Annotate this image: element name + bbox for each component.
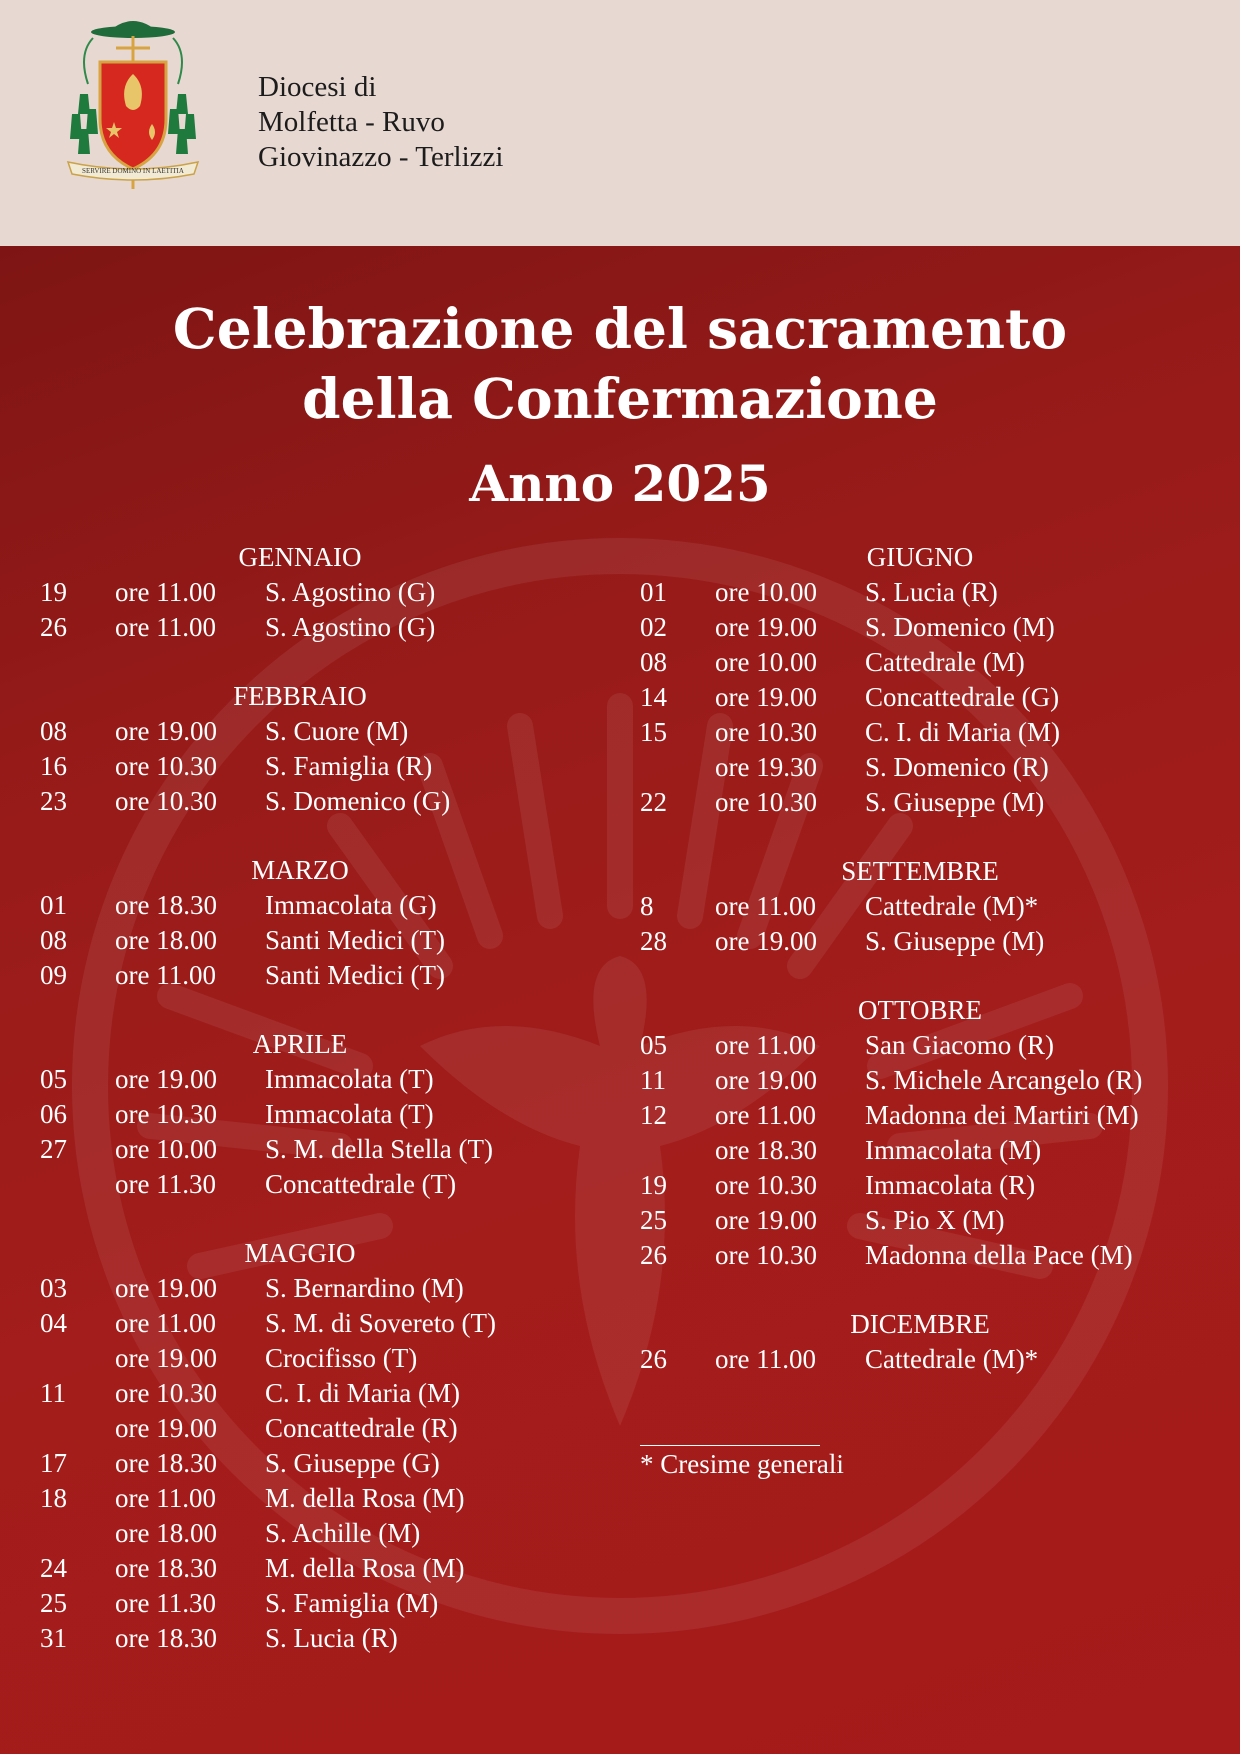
- diocese-line-1: Diocesi di: [258, 71, 377, 103]
- row-day: 04: [40, 1308, 67, 1338]
- row-place: S. Giuseppe (M): [865, 926, 1045, 956]
- schedule-row: [640, 1342, 1240, 1377]
- schedule-column-left: [40, 540, 600, 1656]
- month-block: [640, 540, 1240, 820]
- row-day: 19: [640, 1170, 667, 1200]
- row-place: S. Cuore (M): [265, 716, 409, 746]
- row-place: S. Domenico (M): [865, 612, 1055, 642]
- row-day: 16: [40, 751, 67, 781]
- row-day: 01: [40, 890, 67, 920]
- month-block: [640, 1307, 1240, 1377]
- row-time: ore 19.00: [115, 1064, 217, 1094]
- row-day: 25: [40, 1588, 67, 1618]
- schedule-row: [40, 888, 600, 923]
- row-place: S. Agostino (G): [265, 577, 436, 607]
- schedule-row: [640, 645, 1240, 680]
- row-time: ore 18.00: [115, 925, 217, 955]
- row-day: 08: [640, 647, 667, 677]
- row-place: Madonna della Pace (M): [865, 1240, 1133, 1270]
- schedule-column-right: [640, 540, 1240, 1482]
- footnote: * Cresime generali: [640, 1449, 844, 1479]
- schedule-row: [40, 749, 600, 784]
- schedule-row: [40, 1516, 600, 1551]
- diocese-name: [258, 70, 503, 175]
- row-time: ore 19.00: [115, 1343, 217, 1373]
- row-time: ore 18.00: [115, 1518, 217, 1548]
- row-place: Concattedrale (G): [865, 682, 1060, 712]
- row-time: ore 11.30: [115, 1169, 216, 1199]
- title-line-2: della Confermazione: [302, 366, 938, 431]
- schedule-row: [640, 575, 1240, 610]
- row-time: ore 19.00: [115, 716, 217, 746]
- month-heading: SETTEMBRE: [841, 856, 999, 886]
- row-place: S. Lucia (R): [265, 1623, 398, 1653]
- schedule-row: [40, 958, 600, 993]
- row-time: ore 10.30: [115, 1378, 217, 1408]
- schedule-row: [640, 1098, 1240, 1133]
- row-time: ore 10.30: [115, 751, 217, 781]
- header: [0, 0, 1240, 246]
- schedule-row: [40, 1097, 600, 1132]
- month-heading: FEBBRAIO: [233, 681, 367, 711]
- row-day: 23: [40, 786, 67, 816]
- row-place: S. Pio X (M): [865, 1205, 1005, 1235]
- row-day: 24: [40, 1553, 67, 1583]
- row-place: Immacolata (G): [265, 890, 437, 920]
- month-block: [40, 853, 600, 993]
- row-time: ore 18.30: [115, 1623, 217, 1653]
- row-time: ore 10.30: [715, 787, 817, 817]
- schedule-row: [640, 1063, 1240, 1098]
- schedule-row: [40, 714, 600, 749]
- row-place: Santi Medici (T): [265, 960, 445, 990]
- row-place: S. Giuseppe (G): [265, 1448, 440, 1478]
- row-time: ore 10.30: [115, 786, 217, 816]
- schedule-row: [640, 1238, 1240, 1273]
- row-day: 31: [40, 1623, 67, 1653]
- row-place: C. I. di Maria (M): [265, 1378, 460, 1408]
- row-time: ore 11.00: [715, 1344, 816, 1374]
- schedule-row: [40, 923, 600, 958]
- row-time: ore 10.30: [715, 717, 817, 747]
- row-day: 18: [40, 1483, 67, 1513]
- schedule-row: [40, 1167, 600, 1202]
- month-heading: MARZO: [251, 855, 349, 885]
- schedule-row: [40, 1376, 600, 1411]
- schedule-row: [40, 1271, 600, 1306]
- schedule-row: [40, 1341, 600, 1376]
- row-time: ore 18.30: [115, 1553, 217, 1583]
- schedule-row: [640, 924, 1240, 959]
- schedule-row: [40, 1062, 600, 1097]
- row-place: M. della Rosa (M): [265, 1553, 465, 1583]
- schedule-row: [40, 1306, 600, 1341]
- row-time: ore 19.00: [115, 1413, 217, 1443]
- row-day: 22: [640, 787, 667, 817]
- month-block: [640, 993, 1240, 1273]
- diocese-line-3: Giovinazzo - Terlizzi: [258, 141, 504, 173]
- row-place: Crocifisso (T): [265, 1343, 418, 1373]
- month-heading: GENNAIO: [238, 542, 362, 572]
- row-time: ore 19.30: [715, 752, 817, 782]
- row-place: S. Domenico (R): [865, 752, 1049, 782]
- row-place: S. Famiglia (M): [265, 1588, 439, 1618]
- row-day: 06: [40, 1099, 67, 1129]
- diocese-crest-icon: [58, 14, 208, 204]
- row-place: Madonna dei Martiri (M): [865, 1100, 1139, 1130]
- row-day: 26: [640, 1240, 667, 1270]
- main-panel: [0, 246, 1240, 1754]
- schedule-row: [40, 1551, 600, 1586]
- row-day: 19: [40, 577, 67, 607]
- footnote-rule: [640, 1411, 820, 1446]
- row-place: Concattedrale (T): [265, 1169, 457, 1199]
- row-place: S. Bernardino (M): [265, 1273, 464, 1303]
- row-place: S. Famiglia (R): [265, 751, 433, 781]
- row-time: ore 11.00: [115, 960, 216, 990]
- row-day: 12: [640, 1100, 667, 1130]
- row-time: ore 10.30: [715, 1240, 817, 1270]
- row-place: Cattedrale (M)*: [865, 891, 1039, 921]
- schedule-row: [40, 1446, 600, 1481]
- row-place: S. Domenico (G): [265, 786, 451, 816]
- row-time: ore 18.30: [715, 1135, 817, 1165]
- row-place: Immacolata (T): [265, 1099, 434, 1129]
- schedule-row: [640, 1203, 1240, 1238]
- row-day: 28: [640, 926, 667, 956]
- row-day: 11: [40, 1378, 66, 1408]
- row-place: Immacolata (T): [265, 1064, 434, 1094]
- row-day: 01: [640, 577, 667, 607]
- row-day: 03: [40, 1273, 67, 1303]
- schedule-row: [640, 750, 1240, 785]
- month-heading: GIUGNO: [866, 542, 974, 572]
- month-heading: DICEMBRE: [850, 1309, 990, 1339]
- row-place: Immacolata (R): [865, 1170, 1036, 1200]
- schedule-row: [40, 784, 600, 819]
- title-line-1: Celebrazione del sacramento: [172, 296, 1068, 361]
- month-block: [40, 679, 600, 819]
- row-day: 26: [640, 1344, 667, 1374]
- row-time: ore 11.30: [115, 1588, 216, 1618]
- row-time: ore 19.00: [115, 1273, 217, 1303]
- schedule-row: [40, 610, 600, 645]
- row-time: ore 10.30: [115, 1099, 217, 1129]
- row-day: 15: [640, 717, 667, 747]
- row-day: 8: [640, 891, 654, 921]
- row-day: 02: [640, 612, 667, 642]
- row-place: San Giacomo (R): [865, 1030, 1054, 1060]
- row-time: ore 19.00: [715, 1205, 817, 1235]
- schedule-row: [40, 575, 600, 610]
- row-place: Cattedrale (M): [865, 647, 1025, 677]
- row-time: ore 10.00: [715, 647, 817, 677]
- row-time: ore 10.00: [715, 577, 817, 607]
- row-time: ore 18.30: [115, 1448, 217, 1478]
- schedule-row: [40, 1411, 600, 1446]
- row-day: 25: [640, 1205, 667, 1235]
- row-day: 08: [40, 925, 67, 955]
- row-time: ore 19.00: [715, 682, 817, 712]
- row-time: ore 19.00: [715, 612, 817, 642]
- year-heading: Anno 2025: [469, 454, 771, 513]
- schedule-row: [640, 1168, 1240, 1203]
- row-time: ore 19.00: [715, 1065, 817, 1095]
- schedule-row: [40, 1621, 600, 1656]
- month-block: [40, 1236, 600, 1656]
- row-place: Concattedrale (R): [265, 1413, 458, 1443]
- month-heading: OTTOBRE: [857, 995, 982, 1025]
- row-time: ore 11.00: [715, 1100, 816, 1130]
- schedule-row: [640, 889, 1240, 924]
- row-place: S. Lucia (R): [865, 577, 998, 607]
- row-day: 14: [640, 682, 667, 712]
- row-time: ore 11.00: [715, 891, 816, 921]
- month-heading: APRILE: [252, 1029, 348, 1059]
- row-place: S. Achille (M): [265, 1518, 421, 1548]
- row-time: ore 11.00: [715, 1030, 816, 1060]
- schedule-row: [40, 1586, 600, 1621]
- row-time: ore 10.30: [715, 1170, 817, 1200]
- schedule-row: [640, 715, 1240, 750]
- row-place: C. I. di Maria (M): [865, 717, 1060, 747]
- row-time: ore 11.00: [115, 1308, 216, 1338]
- row-place: Cattedrale (M)*: [865, 1344, 1039, 1374]
- row-day: 09: [40, 960, 67, 990]
- row-day: 05: [40, 1064, 67, 1094]
- month-block: [40, 1027, 600, 1202]
- diocese-line-2: Molfetta - Ruvo: [258, 106, 445, 138]
- row-time: ore 11.00: [115, 1483, 216, 1513]
- row-place: Immacolata (M): [865, 1135, 1042, 1165]
- row-day: 05: [640, 1030, 667, 1060]
- row-day: 08: [40, 716, 67, 746]
- schedule-row: [640, 1133, 1240, 1168]
- schedule-row: [640, 680, 1240, 715]
- row-day: 27: [40, 1134, 67, 1164]
- row-time: ore 18.30: [115, 890, 217, 920]
- month-block: [40, 540, 600, 645]
- row-day: 11: [640, 1065, 666, 1095]
- row-place: S. M. di Sovereto (T): [265, 1308, 496, 1338]
- crest-motto: SERVIRE DOMINO IN LAETITIA: [82, 167, 184, 175]
- row-place: S. Giuseppe (M): [865, 787, 1045, 817]
- row-time: ore 11.00: [115, 577, 216, 607]
- row-place: Santi Medici (T): [265, 925, 445, 955]
- row-place: S. Michele Arcangelo (R): [865, 1065, 1143, 1095]
- row-day: 17: [40, 1448, 67, 1478]
- schedule-row: [640, 1028, 1240, 1063]
- row-place: S. M. della Stella (T): [265, 1134, 493, 1164]
- row-time: ore 10.00: [115, 1134, 217, 1164]
- row-day: 26: [40, 612, 67, 642]
- row-time: ore 19.00: [715, 926, 817, 956]
- schedule-row: [640, 785, 1240, 820]
- schedule-row: [640, 610, 1240, 645]
- month-heading: MAGGIO: [244, 1238, 356, 1268]
- schedule-row: [40, 1132, 600, 1167]
- row-place: M. della Rosa (M): [265, 1483, 465, 1513]
- row-place: S. Agostino (G): [265, 612, 436, 642]
- schedule-row: [40, 1481, 600, 1516]
- month-block: [640, 854, 1240, 959]
- row-time: ore 11.00: [115, 612, 216, 642]
